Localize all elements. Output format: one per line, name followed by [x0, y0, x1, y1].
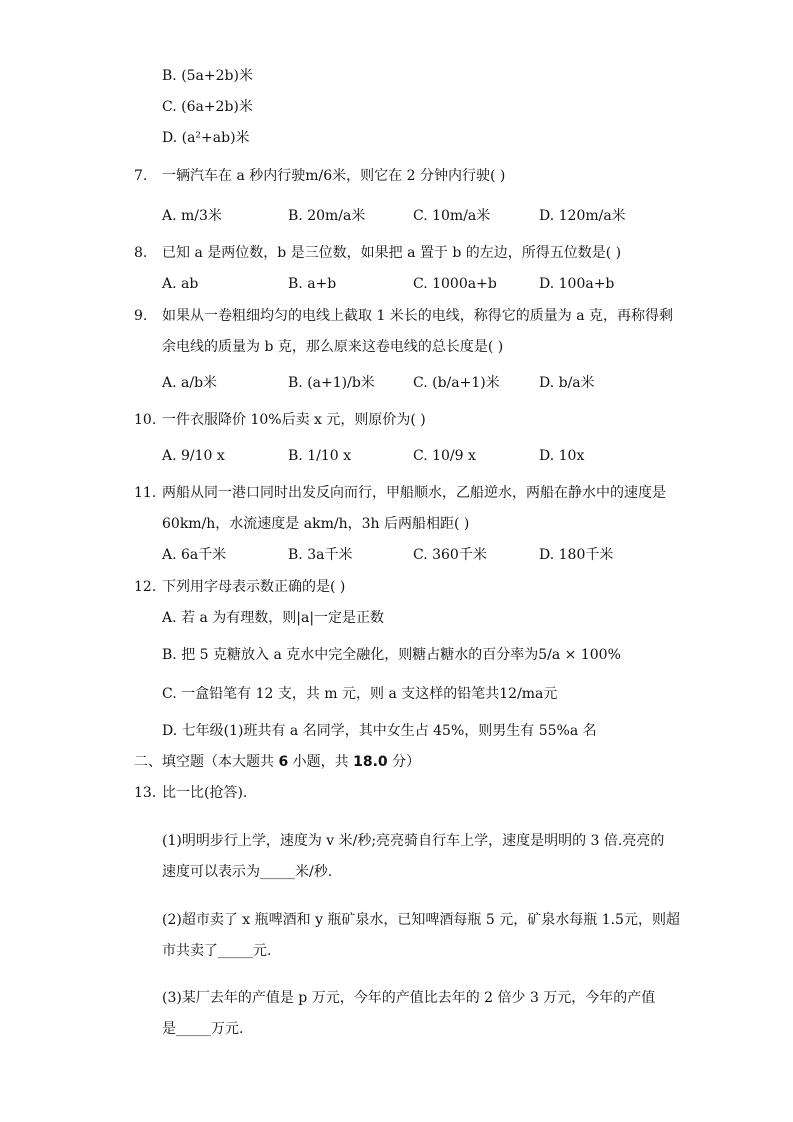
q10-number: 10.: [134, 412, 157, 428]
section-total-score: 18.0: [353, 754, 388, 770]
q9-stem-line1: 如果从一卷粗细均匀的电线上截取 1 米长的电线，称得它的质量为 a 克，再称得剩: [162, 308, 674, 324]
q8-option-b: B. a+b: [288, 276, 337, 292]
q12-option-a: A. 若 a 为有理数，则|a|一定是正数: [162, 610, 385, 626]
q7-option-d: D. 120m/a米: [539, 208, 626, 224]
q8-number: 8.: [134, 245, 148, 261]
q11-option-a: A. 6a千米: [162, 547, 227, 563]
q11-option-d: D. 180千米: [539, 547, 614, 563]
section-question-count: 6: [278, 754, 289, 770]
q13-part2-line2: 市共卖了_____元.: [162, 943, 272, 959]
q12-stem: 下列用字母表示数正确的是( ): [162, 579, 346, 595]
q9-option-d: D. b/a米: [539, 375, 595, 391]
q9-option-a: A. a/b米: [162, 375, 218, 391]
section-prefix: 二、填空题（本大题共: [134, 754, 279, 770]
q6-option-c: C. (6a+2b)米: [162, 99, 253, 115]
q6-option-d: D. (a²+ab)米: [162, 130, 250, 146]
q13-number: 13.: [134, 785, 157, 801]
q13-part1-line2: 速度可以表示为_____米/秒.: [162, 864, 333, 880]
q9-option-c: C. (b/a+1)米: [413, 375, 500, 391]
q10-option-c: C. 10/9 x: [413, 448, 476, 464]
q9-stem-line2: 余电线的质量为 b 克，那么原来这卷电线的总长度是( ): [162, 339, 504, 355]
q9-option-b: B. (a+1)/b米: [288, 375, 375, 391]
q7-option-a: A. m/3米: [162, 208, 222, 224]
q7-option-b: B. 20m/a米: [288, 208, 366, 224]
q13-stem: 比一比(抢答).: [162, 785, 248, 801]
q7-number: 7.: [134, 168, 148, 184]
q12-option-c: C. 一盒铅笔有 12 支，共 m 元，则 a 支这样的铅笔共12/ma元: [162, 686, 558, 702]
q11-stem-line2: 60km/h，水流速度是 akm/h，3h 后两船相距( ): [162, 516, 470, 532]
q13-part2-line1: (2)超市卖了 x 瓶啤酒和 y 瓶矿泉水，已知啤酒每瓶 5 元，矿泉水每瓶 1.5元，则超: [162, 912, 680, 928]
q13-part3-line2: 是_____万元.: [162, 1021, 244, 1037]
q13-part1-line1: (1)明明步行上学，速度为 v 米/秒;亮亮骑自行车上学，速度是明明的 3 倍.亮亮的: [162, 833, 665, 849]
section-mid: 小题，共: [288, 754, 354, 770]
q11-number: 11.: [134, 485, 157, 501]
q8-option-d: D. 100a+b: [539, 276, 615, 292]
q10-option-d: D. 10x: [539, 448, 585, 464]
section-heading-fill-blank: [134, 752, 420, 772]
q12-number: 12.: [134, 579, 157, 595]
q11-option-b: B. 3a千米: [288, 547, 353, 563]
q7-option-c: C. 10m/a米: [413, 208, 491, 224]
q12-option-b: B. 把 5 克糖放入 a 克水中完全融化，则糖占糖水的百分率为5/a × 100%: [162, 647, 621, 663]
q9-number: 9.: [134, 308, 148, 324]
q10-stem: 一件衣服降价 10%后卖 x 元，则原价为( ): [162, 412, 426, 428]
q10-option-a: A. 9/10 x: [162, 448, 225, 464]
q11-option-c: C. 360千米: [413, 547, 487, 563]
q8-option-c: C. 1000a+b: [413, 276, 497, 292]
q7-stem: 一辆汽车在 a 秒内行驶m/6米，则它在 2 分钟内行驶( ): [162, 168, 506, 184]
q6-option-b: B. (5a+2b)米: [162, 68, 253, 84]
q11-stem-line1: 两船从同一港口同时出发反向而行，甲船顺水，乙船逆水，两船在静水中的速度是: [162, 485, 666, 501]
section-suffix: 分）: [387, 754, 421, 770]
q13-part3-line1: (3)某厂去年的产值是 p 万元，今年的产值比去年的 2 倍少 3 万元，今年的产值: [162, 990, 656, 1006]
q10-option-b: B. 1/10 x: [288, 448, 351, 464]
q8-stem: 已知 a 是两位数，b 是三位数，如果把 a 置于 b 的左边，所得五位数是( ): [162, 245, 622, 261]
q12-option-d: D. 七年级(1)班共有 a 名同学，其中女生占 45%，则男生有 55%a 名: [162, 723, 597, 739]
q8-option-a: A. ab: [162, 276, 199, 292]
